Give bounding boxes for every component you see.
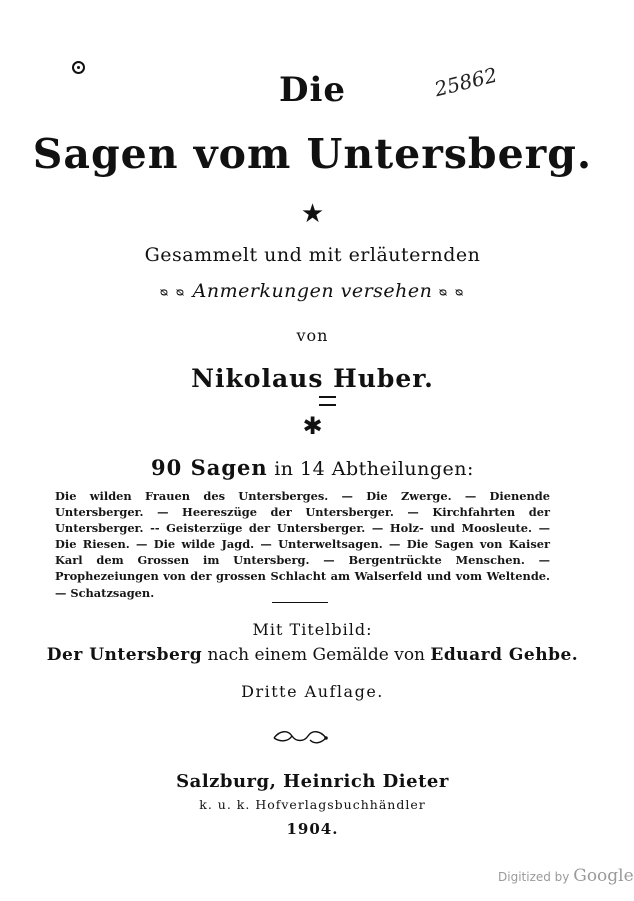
frontispiece-middle: nach einem Gemälde von <box>207 645 426 665</box>
publication-year: 1904. <box>286 820 339 838</box>
watermark-brand: Google <box>573 866 634 886</box>
shelfmark-handwritten: 25862 <box>432 62 500 102</box>
digitized-watermark <box>498 866 634 886</box>
watermark-prefix: Digitized by <box>498 870 570 884</box>
contents-heading-rest: in 14 Abtheilungen: <box>274 458 474 480</box>
frontispiece-work: Der Untersberg <box>46 645 203 665</box>
ornament-left-icon: ᴓ ᴓ <box>159 285 187 299</box>
contents-heading <box>0 455 625 480</box>
subtitle-line-1: Gesammelt und mit erläuternden <box>144 244 481 266</box>
title-line-2: Sagen vom Untersberg. <box>32 130 593 178</box>
edition-line: Dritte Auflage. <box>241 682 384 701</box>
frontispiece-credit <box>0 645 625 665</box>
publisher-place: Salzburg, Heinrich Dieter <box>176 771 449 792</box>
frontispiece-label: Mit Titelbild: <box>252 620 373 639</box>
publisher-role: k. u. k. Hofverlagsbuchhändler <box>199 797 426 812</box>
author-underline-decoration <box>319 396 336 406</box>
title-line-1: Die <box>278 70 347 110</box>
flourish-ornament-icon <box>270 727 330 747</box>
ornament-right-icon: ᴓ ᴓ <box>438 285 466 299</box>
contents-list: Die wilden Frauen des Untersberges. — Die Zwerge. — Dienende Untersberger. — Heereszüge der Untersberger. — Kirchfahrten der Untersberger. -- Geisterzüge der Untersberger. — Holz- und Moosleute. — Die Riesen. — Die wilde Jagd. — Unterweltsagen. — Die Sagen von Kaiser Karl dem Grossen im Untersberg. — Bergentrückte Menschen. — Prophezeiungen von der grossen Schlacht am Walserfeld und vom Weltende. — Schatzsagen. <box>55 489 550 600</box>
frontispiece-painter: Eduard Gehbe. <box>430 645 579 665</box>
subtitle-line-2 <box>0 280 625 302</box>
asterisk-ornament-icon: ✱ <box>302 412 323 440</box>
star-ornament-icon: ★ <box>300 199 325 229</box>
by-line: von <box>296 326 329 345</box>
author-name: Nikolaus Huber. <box>191 364 434 393</box>
contents-count: 90 Sagen <box>151 455 268 480</box>
subtitle-line-2-text: Anmerkungen versehen <box>192 280 433 302</box>
section-divider <box>272 602 328 603</box>
